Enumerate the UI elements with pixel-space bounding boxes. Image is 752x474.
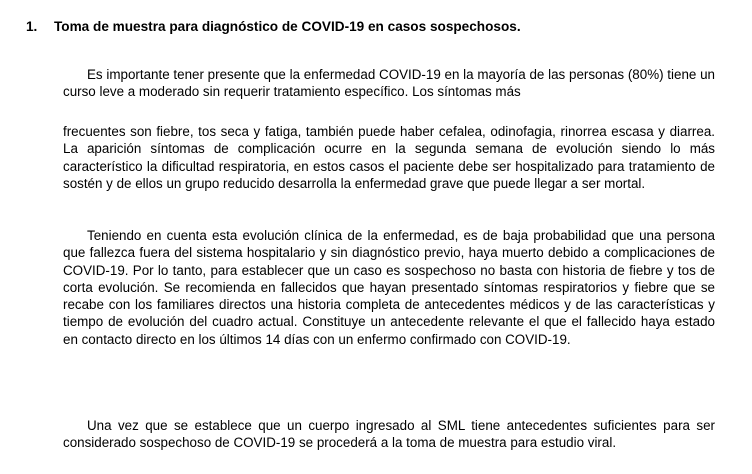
paragraph-sampling: Una vez que se establece que un cuerpo ingresado al SML tiene antecedentes suficientes para ser considerado sospechoso de COVID-19 se procederá a la toma de muestra para estudio viral. xyxy=(63,418,715,451)
paragraph-intro: Es importante tener presente que la enfermedad COVID-19 en la mayoría de las personas (80%) tiene un curso leve a moderado sin requerir tratamiento específico. Los síntomas más xyxy=(63,67,715,100)
paragraph-clinical-evolution: Teniendo en cuenta esta evolución clínica de la enfermedad, es de baja probabilidad que una persona que fallezca fuera del sistema hospitalario y sin diagnóstico previo, haya muerto debido a complicaciones de COVID-19. Por lo tanto, para establecer que un caso es sospechoso no basta con historia de fiebre y tos de corta evolución. Se recomienda en fallecidos que hayan presentado síntomas respiratorios y fiebre que se recabe con los familiares directos una historia completa de antecedentes médicos y de las características y tiempo de evolución del cuadro actual. Constituye un antecedente relevante el que el fallecido haya estado en contacto directo en los últimos 14 días con un enfermo confirmado con COVID-19. xyxy=(63,228,715,347)
paragraph-symptoms: frecuentes son fiebre, tos seca y fatiga, también puede haber cefalea, odinofagia, rinorrea escasa y diarrea. La aparición síntomas de complicación ocurre en la segunda semana de evolución siendo lo más característico la dificultad respiratoria, en estos casos el paciente debe ser hospitalizado para tratamiento de sostén y de ellos un grupo reducido desarrolla la enfermedad grave que puede llegar a ser mortal. xyxy=(63,124,715,191)
section-number: 1. xyxy=(26,19,38,34)
section-heading xyxy=(26,18,521,36)
section-title: Toma de muestra para diagnóstico de COVID-19 en casos sospechosos. xyxy=(54,19,521,34)
